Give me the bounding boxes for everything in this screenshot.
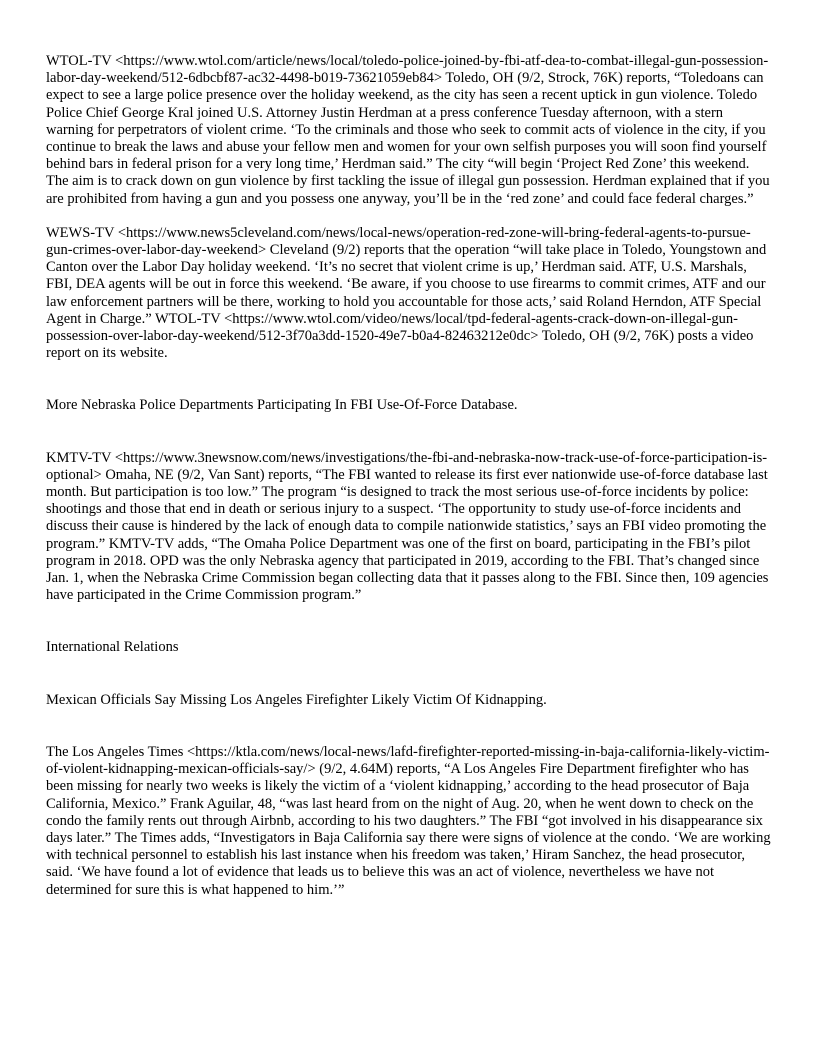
- document-page: [46, 53, 772, 899]
- latimes-paragraph: The Los Angeles Times <https://ktla.com/news/local-news/lafd-firefighter-reported-missing-in-baja-california-likely-victim-of-violent-kidnapping-mexican-officials-say/> (9/2, 4.64M) reports, “A Los Angeles Fire Department firefighter who has been missing for nearly two weeks is likely the victim of a ‘violent kidnapping,’ according to the head prosecutor of Baja California, Mexico.” Frank Aguilar, 48, “was last heard from on the night of Aug. 20, when he went down to check on the condo the family rents out through Airbnb, according to his two daughters.” The FBI “got involved in his disappearance six days later.” The Times adds, “Investigators in Baja California say there were signs of violence at the condo. ‘We are working with technical personnel to establish his last instance when his freedom was taken,’ Hiram Sanchez, the head prosecutor, said. ‘We have found a lot of evidence that leads us to believe this was an act of violence, nevertheless we have not determined for sure this is what happened to him.’”: [46, 743, 771, 898]
- kmtv-paragraph: KMTV-TV <https://www.3newsnow.com/news/investigations/the-fbi-and-nebraska-now-track-use-of-force-participation-is-optional> Omaha, NE (9/2, Van Sant) reports, “The FBI wanted to release its first ever nationwide use-of-force database last month. But participation is too low.” The program “is designed to track the most serious use-of-force incidents by police: shootings and those that end in death or serious injury to a suspect. ‘The opportunity to study use-of-force incidents and discuss their cause is hindered by the lack of enough data to compile nationwide statistics,’ says an FBI video promoting the program.” KMTV-TV adds, “The Omaha Police Department was one of the first on board, participating in the FBI’s pilot program in 2018. OPD was the only Nebraska agency that participated in 2019, according to the FBI. That’s changed since Jan. 1, when the Nebraska Crime Commission began collecting data that it passes along to the FBI. Since then, 109 agencies have participated in the Crime Commission program.”: [46, 449, 769, 604]
- wtol-paragraph: WTOL-TV <https://www.wtol.com/article/news/local/toledo-police-joined-by-fbi-atf-dea-to-combat-illegal-gun-possession-labor-day-weekend/512-6dbcbf87-ac32-4498-b019-73621059eb84> Toledo, OH (9/2, Strock, 76K) reports, “Toledoans can expect to see a large police presence over the holiday weekend, as the city has seen a recent uptick in gun violence. Toledo Police Chief George Kral joined U.S. Attorney Justin Herdman at a press conference Tuesday afternoon, with a stern warning for perpetrators of violent crime. ‘To the criminals and those who seek to commit acts of violence in the city, if you continue to break the laws and abuse your fellow men and women for your own selfish purposes you will soon find yourself behind bars in federal prison for a very long time,’ Herdman said.” The city “will begin ‘Project Red Zone’ this weekend. The aim is to crack down on gun violence by first tackling the issue of illegal gun possession. Herdman explained that if you are prohibited from having a gun and you possess one anyway, you’ll be in the ‘red zone’ and could face federal charges.”: [46, 53, 770, 207]
- nebraska-headline: More Nebraska Police Departments Participating In FBI Use-Of-Force Database.: [46, 397, 518, 414]
- mexico-headline: Mexican Officials Say Missing Los Angeles Firefighter Likely Victim Of Kidnapping.: [46, 691, 547, 708]
- section-heading: International Relations: [46, 639, 179, 656]
- wews-paragraph: WEWS-TV <https://www.news5cleveland.com/news/local-news/operation-red-zone-will-bring-federal-agents-to-pursue-gun-crimes-over-labor-day-weekend> Cleveland (9/2) reports that the operation “will take place in Toledo, Youngstown and Canton over the Labor Day holiday weekend. ‘It’s no secret that violent crime is up,’ Herdman said. ATF, U.S. Marshals, FBI, DEA agents will be out in force this weekend. ‘Be aware, if you choose to use firearms to commit crimes, ATF and our law enforcement partners will be there, working to hold you accountable for those acts,’ said Roland Herndon, ATF Special Agent in Charge.” WTOL-TV <https://www.wtol.com/video/news/local/tpd-federal-agents-crack-down-on-illegal-gun-possession-over-labor-day-weekend/512-3f70a3dd-1520-49e7-b0a4-82463212e0dc> Toledo, OH (9/2, 76K) posts a video report on its website.: [46, 224, 767, 362]
